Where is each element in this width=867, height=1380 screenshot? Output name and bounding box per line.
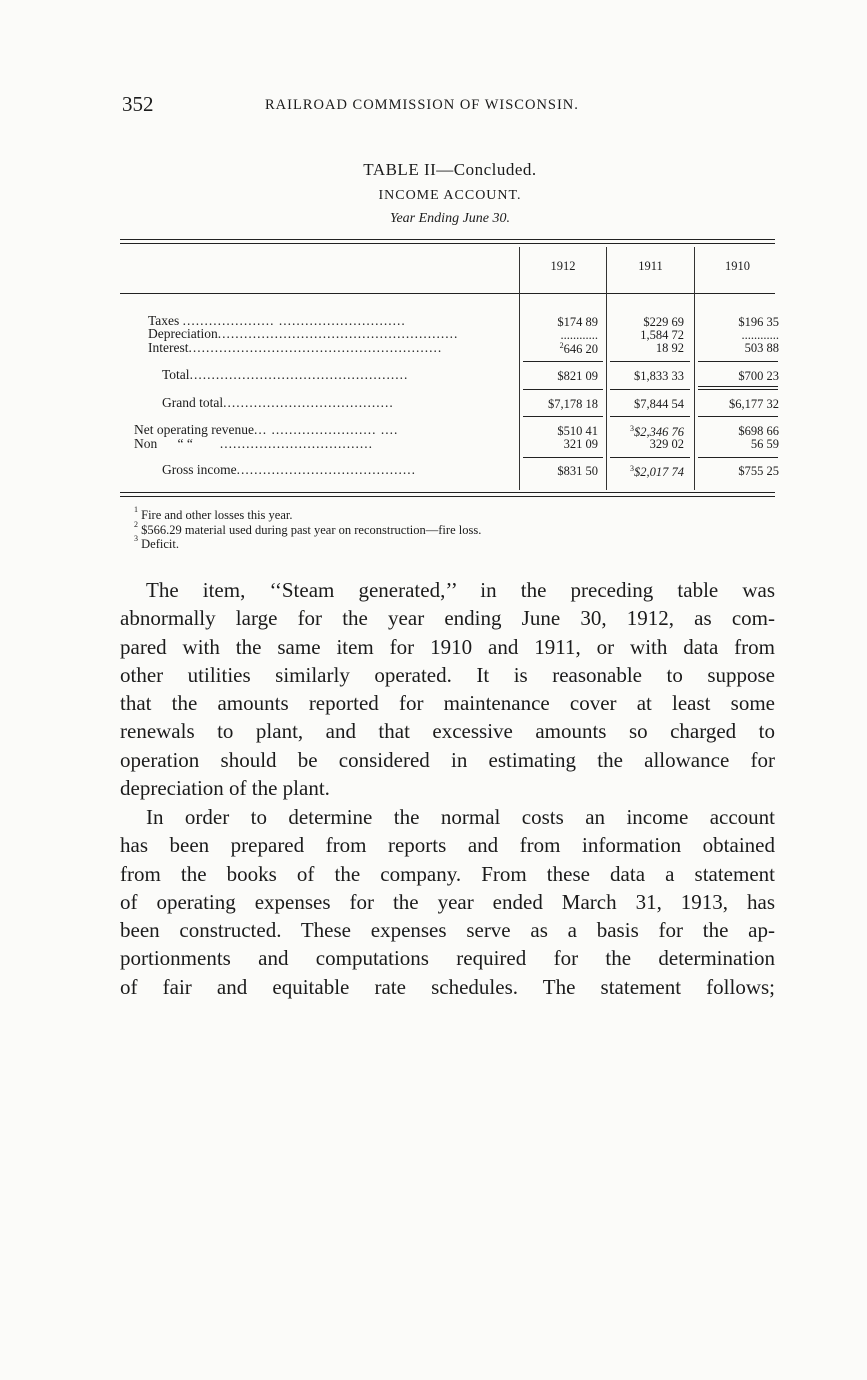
cell-net-operating-1910: $698 66 — [738, 424, 779, 438]
column-header-1912: 1912 — [550, 259, 576, 273]
cell-grand-total-1911: $7,844 54 — [634, 397, 684, 411]
total-rule — [698, 386, 778, 387]
column-header-1910: 1910 — [725, 259, 750, 273]
paragraph-line: has been prepared from reports and from information obtained — [120, 833, 775, 858]
table-title: TABLE II—Concluded. — [363, 160, 537, 179]
cell-taxes-1911: $229 69 — [643, 315, 684, 329]
column-header-1911: 1911 — [638, 259, 663, 273]
paragraph-line: depreciation of the plant. — [120, 776, 330, 801]
table-caption: Year Ending June 30. — [389, 211, 511, 226]
row-label-gross-income: Gross income......................................... — [162, 462, 416, 477]
grand-total-rule — [610, 416, 690, 417]
paragraph-line: of fair and equitable rate schedules. The statement follows; — [120, 974, 775, 999]
column-divider — [694, 247, 695, 490]
row-label-depreciation: Depreciation....................................................... — [148, 326, 459, 341]
paragraph-line: portionments and computations required for the determination — [120, 946, 775, 971]
cell-non-operating-1912: 321 09 — [563, 437, 598, 451]
paragraph-line: of operating expenses for the year ended March 31, 1913, has — [120, 889, 775, 914]
cell-non-operating-1910: 56 59 — [750, 437, 779, 451]
column-divider — [519, 247, 520, 490]
total-rule — [610, 389, 690, 390]
paragraph-line: operation should be considered in estimating the allowance for — [120, 747, 775, 772]
paragraph-line: renewals to plant, and that excessive amounts so charged to — [120, 719, 775, 744]
row-label-interest: Interest.......................................................... — [148, 340, 443, 355]
cell-grand-total-1912: $7,178 18 — [548, 397, 598, 411]
cell-non-operating-1911: 329 02 — [649, 437, 684, 451]
cell-grand-total-1910: $6,177 32 — [729, 397, 779, 411]
cell-net-operating-1912: $510 41 — [557, 424, 598, 438]
paragraph-line: that the amounts reported for maintenance cover at least some — [120, 691, 775, 716]
cell-interest-1912: $^2$646 20 — [559, 341, 598, 357]
body-paragraph-2 — [120, 803, 775, 1001]
header-bottom-rule — [120, 293, 775, 294]
table-bottom-rule — [120, 492, 775, 493]
cell-interest-1910: 503 88 — [744, 341, 779, 355]
footnote-3: $^3$ Deficit. — [134, 534, 179, 552]
body-paragraph-1 — [120, 576, 775, 802]
paragraph-line: other utilities similarly operated. It is reasonable to suppose — [120, 662, 775, 687]
running-title: RAILROAD COMMISSION OF WISCONSIN. — [265, 97, 579, 113]
cell-gross-income-1912: $831 50 — [557, 464, 598, 478]
grand-total-rule — [698, 416, 778, 417]
row-label-grand-total: Grand total....................................... — [162, 395, 394, 410]
cell-total-1911: $1,833 33 — [634, 369, 684, 383]
cell-depreciation-1911: 1,584 72 — [640, 328, 684, 342]
total-rule — [523, 389, 603, 390]
row-label-total: Total.................................................. — [162, 367, 409, 382]
cell-taxes-1910: $196 35 — [738, 315, 779, 329]
footnote-1: $^1$ Fire and other losses this year. — [134, 505, 293, 523]
row-label-net-operating: Net operating revenue... ........................ .... — [134, 422, 399, 437]
row-label-taxes: Taxes ..................... ............................. — [148, 313, 406, 328]
table-top-rule — [120, 239, 775, 240]
table-top-rule-2 — [120, 243, 775, 244]
gross-rule — [610, 457, 690, 458]
paragraph-line: from the books of the company. From these data a statement — [120, 861, 775, 886]
subtotal-rule — [610, 361, 690, 362]
page-number: 352 — [122, 92, 154, 116]
cell-net-operating-1911: $^3$\$2,346 76 — [630, 424, 684, 440]
cell-total-1910: $700 23 — [738, 369, 779, 383]
gross-rule — [698, 457, 778, 458]
column-divider — [606, 247, 607, 490]
paragraph-line: been constructed. These expenses serve as a basis for the ap- — [120, 918, 775, 943]
cell-interest-1911: 18 92 — [655, 341, 684, 355]
footnote-2: $^2$ $566.29 material used during past year on reconstruction—fire loss. — [134, 520, 482, 538]
paragraph-line: The item, ‘‘Steam generated,’’ in the preceding table was — [146, 578, 775, 602]
total-rule — [698, 389, 778, 390]
paragraph-line: pared with the same item for 1910 and 1911, or with data from — [120, 634, 775, 659]
cell-gross-income-1910: $755 25 — [738, 464, 779, 478]
grand-total-rule — [523, 416, 603, 417]
cell-depreciation-1910: ............ — [741, 328, 779, 342]
cell-depreciation-1912: ............ — [560, 328, 598, 342]
table-bottom-rule-2 — [120, 496, 775, 497]
row-label-non-operating: Non “ “ ................................... — [134, 436, 373, 451]
table-subtitle: INCOME ACCOUNT. — [378, 188, 522, 203]
paragraph-line: In order to determine the normal costs an income account — [146, 805, 775, 829]
gross-rule — [523, 457, 603, 458]
subtotal-rule — [698, 361, 778, 362]
cell-total-1912: $821 09 — [557, 369, 598, 383]
subtotal-rule — [523, 361, 603, 362]
cell-taxes-1912: $174 89 — [557, 315, 598, 329]
cell-gross-income-1911: $^3$\$2,017 74 — [630, 464, 684, 480]
paragraph-line: abnormally large for the year ending June 30, 1912, as com- — [120, 606, 775, 631]
